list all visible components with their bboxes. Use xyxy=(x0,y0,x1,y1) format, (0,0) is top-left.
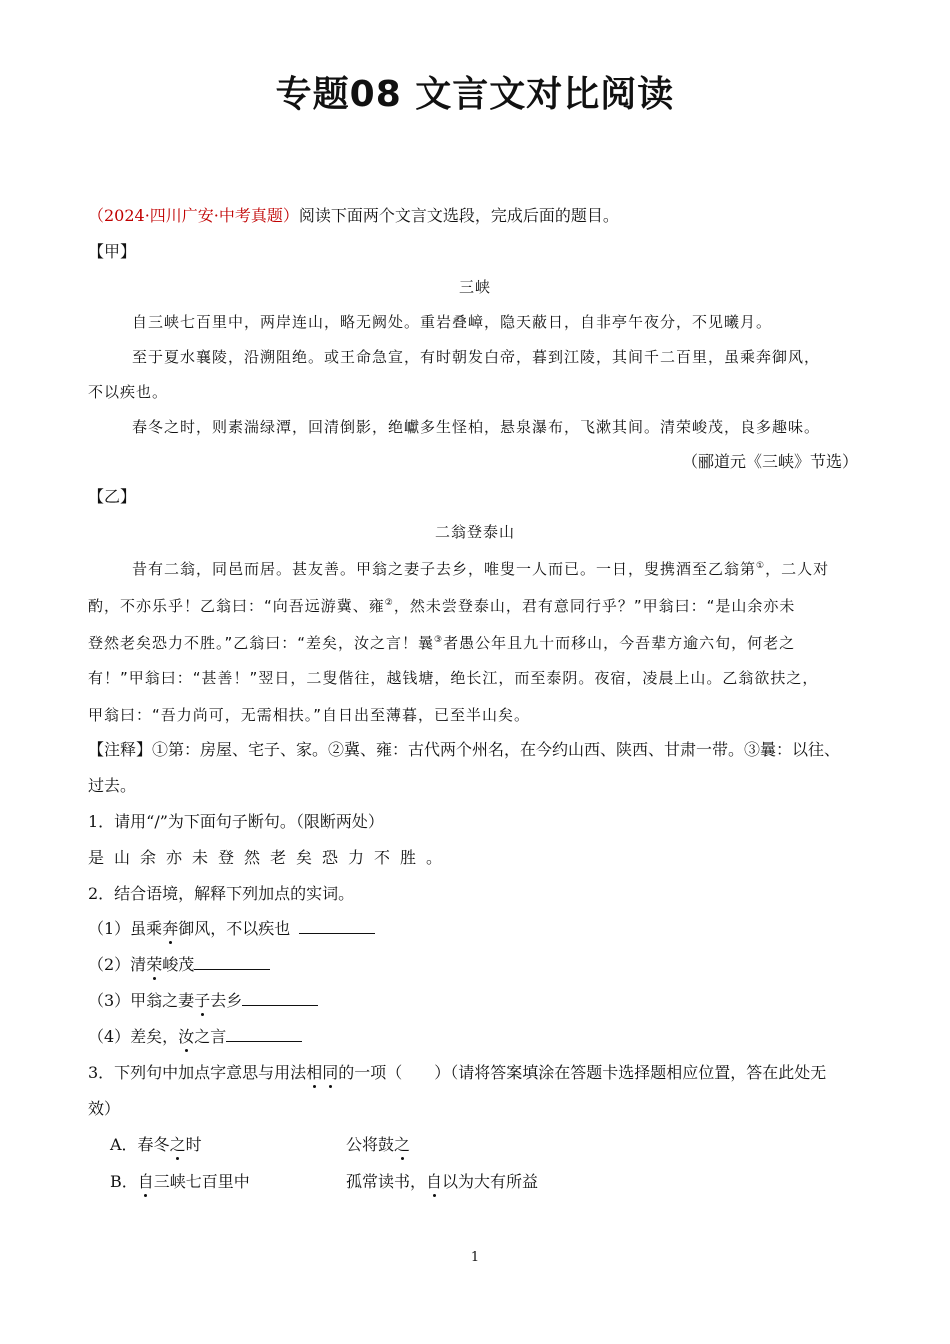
footnote-marker-3: ③ xyxy=(434,635,444,645)
question-2-item-1 xyxy=(88,919,375,939)
yi-line-3-tail: 者愚公年且九十而移山，今吾辈方逾六旬，何老之 xyxy=(443,634,796,652)
yi-line-2-tail: ，然未尝登泰山，君有意同行乎？”甲翁曰：“是山余亦未 xyxy=(393,597,796,615)
option-b[interactable] xyxy=(110,1172,670,1192)
q2-4-suffix: 之言 xyxy=(194,1027,227,1046)
yi-label: 【乙】 xyxy=(88,487,137,506)
intro-line xyxy=(88,206,619,226)
q2-2-prefix: （2）清 xyxy=(88,955,147,974)
q3-suffix: 的一项（ ）（请将答案填涂在答题卡选择题相应位置，答在此处无 xyxy=(338,1063,827,1082)
option-a-left-tail: 时 xyxy=(185,1135,202,1154)
yi-line-1-tail: ，二人对 xyxy=(765,560,830,578)
dotted-char: 奔 xyxy=(162,919,179,938)
dotted-char: 同 xyxy=(322,1063,339,1082)
option-b-right xyxy=(346,1172,538,1192)
yi-line-1 xyxy=(132,556,829,579)
q2-4-prefix: （4）差矣， xyxy=(88,1027,179,1046)
option-a[interactable] xyxy=(110,1135,670,1155)
dotted-char: 荣 xyxy=(146,955,163,974)
jia-label: 【甲】 xyxy=(88,242,137,261)
option-a-label: A．春冬 xyxy=(110,1135,170,1154)
question-2-item-3 xyxy=(88,991,318,1011)
page-title: 专题08 文言文对比阅读 xyxy=(275,74,675,115)
source-tag: （2024·四川广安·中考真题） xyxy=(88,206,299,225)
answer-blank[interactable] xyxy=(194,955,270,970)
option-b-right-tail: 以为大有所益 xyxy=(442,1172,539,1191)
answer-blank[interactable] xyxy=(226,1027,302,1042)
dotted-char: 子 xyxy=(194,991,211,1010)
yi-line-2-text: 酌，不亦乐乎！乙翁曰：“向吾远游冀、雍 xyxy=(88,597,385,615)
jia-source: （郦道元《三峡》节选） xyxy=(681,452,858,471)
jia-paragraph-2a: 至于夏水襄陵，沿溯阻绝。或王命急宣，有时朝发白帝，暮到江陵，其间千二百里，虽乘奔御风， xyxy=(132,348,821,366)
question-2-item-2 xyxy=(88,955,270,975)
yi-title: 二翁登泰山 xyxy=(434,523,515,541)
dotted-char: 自 xyxy=(137,1172,154,1191)
question-2-item-4 xyxy=(88,1027,302,1047)
yi-line-5: 甲翁曰：“吾力尚可，无需相扶。”自日出至薄暮，已至半山矣。 xyxy=(88,706,531,724)
option-b-label: B． xyxy=(110,1172,138,1191)
question-2: 2．结合语境，解释下列加点的实词。 xyxy=(88,884,355,903)
dotted-char: 自 xyxy=(426,1172,443,1191)
question-3 xyxy=(88,1063,826,1083)
page-number: 1 xyxy=(470,1250,480,1265)
question-1: 1．请用“/”为下面句子断句。（限断两处） xyxy=(88,812,384,831)
yi-line-3-text: 登然老矣恐力不胜。”乙翁曰：“差矣，汝之言！曩 xyxy=(88,634,435,652)
q3-prefix: 3．下列句中加点字意思与用法 xyxy=(88,1063,307,1082)
notes-line-2: 过去。 xyxy=(88,776,137,795)
q2-3-suffix: 去乡 xyxy=(210,991,243,1010)
dotted-char: 相 xyxy=(306,1063,323,1082)
question-3-cont: 效） xyxy=(88,1099,121,1118)
yi-line-4: 有！”甲翁曰：“甚善！”翌日，二叟偕往，越钱塘，绝长江，而至泰阴。夜宿，凌晨上山。乙翁欲扶之， xyxy=(88,669,819,687)
option-b-left-tail: 三峡七百里中 xyxy=(153,1172,250,1191)
q2-1-suffix: 御风，不以疾也 xyxy=(178,919,296,938)
footnote-marker-2: ② xyxy=(384,598,394,608)
dotted-char: 之 xyxy=(169,1135,186,1154)
option-a-right-text: 公将鼓 xyxy=(346,1135,395,1154)
jia-title: 三峡 xyxy=(458,278,491,296)
q2-1-prefix: （1）虽乘 xyxy=(88,919,163,938)
yi-line-1-text: 昔有二翁，同邑而居。甚友善。甲翁之妻子去乡，唯叟一人而已。一日，叟携酒至乙翁第 xyxy=(132,560,757,578)
intro-text: 阅读下面两个文言文选段，完成后面的题目。 xyxy=(298,206,619,225)
notes-line-1: 【注释】①第：房屋、宅子、家。②冀、雍：古代两个州名，在今约山西、陕西、甘肃一带。③曩：以往、 xyxy=(88,740,841,759)
question-1-sentence: 是山余亦未登然老矣恐力不胜。 xyxy=(88,848,453,867)
dotted-char: 之 xyxy=(394,1135,411,1154)
yi-line-3 xyxy=(88,630,795,653)
jia-paragraph-3: 春冬之时，则素湍绿潭，回清倒影，绝巘多生怪柏，悬泉瀑布，飞漱其间。清荣峻茂，良多趣味。 xyxy=(132,418,821,436)
option-b-right-text: 孤常读书， xyxy=(346,1172,427,1191)
q2-2-suffix: 峻茂 xyxy=(162,955,195,974)
answer-blank[interactable] xyxy=(242,991,318,1006)
answer-blank[interactable] xyxy=(299,919,375,934)
dotted-char: 汝 xyxy=(178,1027,195,1046)
yi-line-2 xyxy=(88,593,795,616)
footnote-marker-1: ① xyxy=(756,561,766,571)
q2-3-prefix: （3）甲翁之妻 xyxy=(88,991,195,1010)
jia-paragraph-2b: 不以疾也。 xyxy=(88,383,169,401)
jia-paragraph-1: 自三峡七百里中，两岸连山，略无阙处。重岩叠嶂，隐天蔽日，自非亭午夜分，不见曦月。 xyxy=(132,313,773,331)
option-a-right xyxy=(346,1135,410,1155)
